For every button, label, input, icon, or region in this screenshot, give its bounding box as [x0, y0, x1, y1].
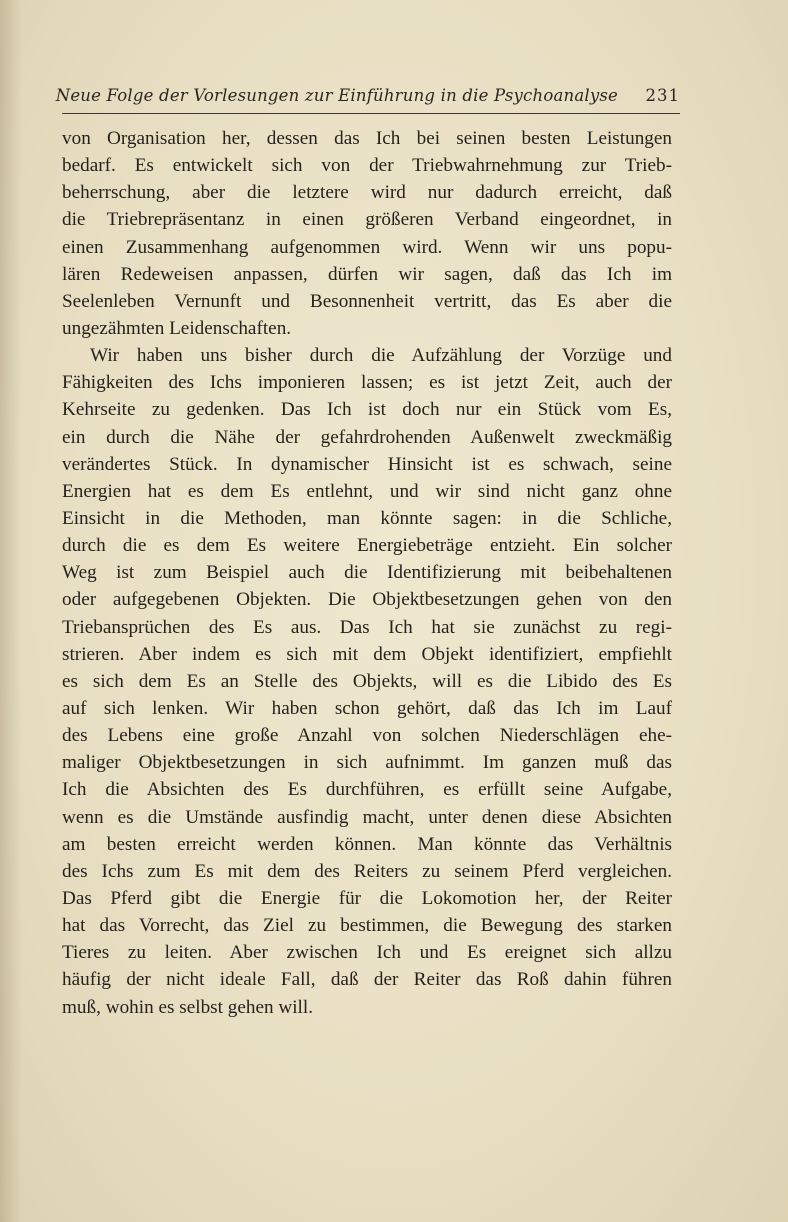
text-line: Tieres zu leiten. Aber zwischen Ich und Es ereignet sich allzu [62, 942, 672, 964]
text-line: hat das Vorrecht, das Ziel zu bestimmen, die Bewegung des starken [62, 915, 672, 937]
text-line: des Lebens eine große Anzahl von solchen Niederschlägen ehe- [62, 725, 672, 747]
text-line: Weg ist zum Beispiel auch die Identifizierung mit beibehaltenen [62, 562, 672, 584]
text-line: Einsicht in die Methoden, man könnte sagen: in die Schliche, [62, 507, 672, 529]
text-line: einen Zusammenhang aufgenommen wird. Wenn wir uns popu- [62, 236, 672, 258]
text-line: von Organisation her, dessen das Ich bei seinen besten Leistungen [62, 128, 672, 149]
page-number: 231 [645, 86, 680, 105]
text-line: verändertes Stück. In dynamischer Hinsicht ist es schwach, seine [62, 453, 672, 475]
text-line: Energien hat es dem Es entlehnt, und wir sind nicht ganz ohne [62, 480, 672, 502]
text-line: Seelenleben Vernunft und Besonnenheit vertritt, das Es aber die [62, 290, 672, 312]
text-line: muß, wohin es selbst gehen will. [62, 996, 314, 1018]
text-line: Wir haben uns bisher durch die Aufzählung der Vorzüge und [90, 345, 672, 367]
text-line: die Triebrepräsentanz in einen größeren Verband eingeordnet, in [62, 209, 672, 231]
text-line: Ich die Absichten des Es durchführen, es erfüllt seine Aufgabe, [62, 779, 672, 801]
text-line: oder aufgegebenen Objekten. Die Objektbesetzungen gehen von den [62, 589, 672, 611]
text-line: lären Redeweisen anpassen, dürfen wir sagen, daß das Ich im [62, 263, 672, 285]
spine-shadow [0, 0, 22, 1222]
text-line: Kehrseite zu gedenken. Das Ich ist doch nur ein Stück vom Es, [62, 399, 672, 421]
header-rule [62, 113, 680, 114]
running-title: Neue Folge der Vorlesungen zur Einführung in die Psychoanalyse [55, 86, 618, 105]
text-line: beherrschung, aber die letztere wird nur dadurch erreicht, daß [62, 182, 672, 204]
text-line: bedarf. Es entwickelt sich von der Triebwahrnehmung zur Trieb- [62, 155, 672, 177]
text-line: durch die es dem Es weitere Energiebeträge entzieht. Ein solcher [62, 535, 672, 557]
text-line: des Ichs zum Es mit dem des Reiters zu seinem Pferd vergleichen. [62, 860, 672, 882]
text-line: es sich dem Es an Stelle des Objekts, will es die Libido des Es [62, 670, 672, 692]
text-line: wenn es die Umstände ausfindig macht, unter denen diese Absichten [62, 806, 672, 828]
text-line: auf sich lenken. Wir haben schon gehört, daß das Ich im Lauf [62, 697, 672, 719]
text-line: ein durch die Nähe der gefahrdrohenden Außenwelt zweckmäßig [62, 426, 672, 448]
body-text [62, 125, 672, 1021]
text-line: am besten erreicht werden können. Man könnte das Verhältnis [62, 833, 672, 855]
text-line: ungezähmten Leidenschaften. [62, 317, 292, 339]
running-head [55, 86, 680, 116]
text-line: Triebansprüchen des Es aus. Das Ich hat sie zunächst zu regi- [62, 616, 672, 638]
text-line: Fähigkeiten des Ichs imponieren lassen; es ist jetzt Zeit, auch der [62, 372, 672, 394]
text-line: häufig der nicht ideale Fall, daß der Reiter das Roß dahin führen [62, 969, 672, 991]
text-line: maliger Objektbesetzungen in sich aufnimmt. Im ganzen muß das [62, 752, 672, 774]
text-line: Das Pferd gibt die Energie für die Lokomotion her, der Reiter [62, 887, 672, 909]
text-line: strieren. Aber indem es sich mit dem Objekt identifiziert, empfiehlt [62, 643, 672, 665]
